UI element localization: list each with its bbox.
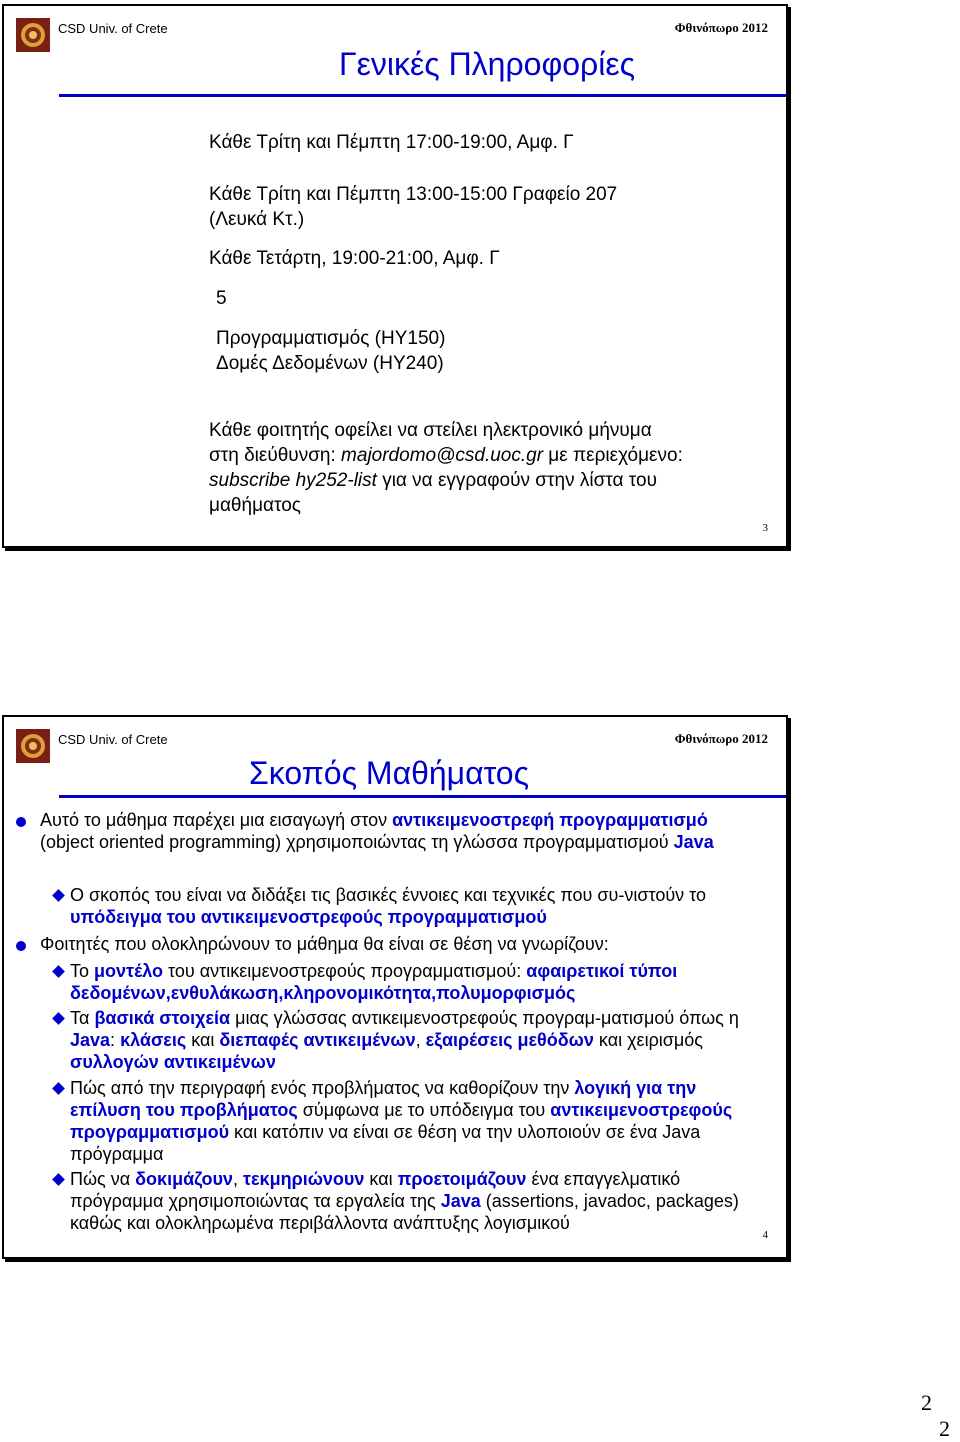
highlight: τεκμηριώνουν (242, 1169, 365, 1189)
sub-bullet-item (54, 884, 769, 928)
university-name: CSD Univ. of Crete (58, 732, 168, 747)
bullet-item (16, 933, 756, 955)
bullet-text (40, 809, 756, 853)
subscribe-command: subscribe hy252-list (209, 470, 377, 491)
bullet-diamond-icon (52, 1173, 65, 1186)
highlight: , (278, 983, 284, 1003)
bullet-text (70, 1168, 769, 1234)
sub-bullet-item (54, 1007, 769, 1073)
slide-general-info (2, 4, 788, 548)
sheet-page-number-footer: 2 (939, 1416, 950, 1441)
highlight: Java (70, 1030, 111, 1050)
highlight: αφαιρετικοί τύποι δεδομένων (70, 961, 678, 1003)
value-line (209, 468, 769, 493)
highlight: κληρονομικότητα (283, 983, 432, 1003)
text: ένα επαγγελματικό πρόγραμμα χρησιμοποιώντας τα εργαλεία της (70, 1169, 681, 1211)
sub-bullet-item (54, 1168, 769, 1234)
row-value: Κάθε Τρίτη και Πέμπτη 17:00-19:00, Αμφ. Γ (209, 132, 574, 153)
row-value: 5 (216, 288, 227, 309)
highlight: συλλογών αντικειμένων (70, 1052, 276, 1072)
text: με περιεχόμενο: (543, 445, 683, 466)
highlight: Java (673, 832, 714, 852)
text: και κατόπιν να είναι σε θέση να την υλοποιούν σε ένα Java πρόγραμμα (70, 1122, 701, 1164)
text: και χειρισμός (593, 1030, 703, 1050)
bullet-text: Φοιτητές που ολοκληρώνουν το μάθημα θα είναι σε θέση να γνωρίζουν: (40, 934, 609, 954)
highlight: διεπαφές αντικειμένων (219, 1030, 416, 1050)
highlight: λογική για την επίλυση του προβλήματος (70, 1078, 697, 1120)
highlight: βασικά στοιχεία (94, 1008, 231, 1028)
text: , (415, 1030, 426, 1050)
bullet-text (70, 1007, 769, 1073)
text: μιας γλώσσας αντικειμενοστρεφούς προγραμ-ματισμού όπως η (230, 1008, 739, 1028)
bullet-diamond-icon (52, 1082, 65, 1095)
bullet-diamond-icon (52, 965, 65, 978)
bullet-item (16, 809, 756, 853)
title-divider (59, 94, 786, 97)
highlight: πολυμορφισμός (436, 983, 576, 1003)
highlight: αντικειμενοστρεφούς προγραμματισμού (70, 1100, 733, 1142)
highlight: Java (440, 1191, 481, 1211)
highlight: , (431, 983, 437, 1003)
slide-title: Σκοπός Μαθήματος (248, 755, 529, 791)
slide-page-number: 4 (762, 1229, 768, 1241)
title-divider (59, 795, 786, 798)
highlight: υπόδειγμα του αντικειμενοστρεφούς προγραμματισμού (70, 907, 547, 927)
highlight: , (165, 983, 171, 1003)
highlight: αντικειμενοστρεφή προγραμματισμό (392, 810, 708, 830)
text: Το (70, 961, 95, 981)
semester-label: Φθινόπωρο 2012 (674, 20, 768, 35)
text: (object oriented programming) χρησιμοποιώντας τη γλώσσα προγραμματισμού (40, 832, 674, 852)
text: και (364, 1169, 398, 1189)
bullet-text (70, 884, 769, 928)
text: , (232, 1169, 243, 1189)
value-line: μαθήματος (209, 495, 301, 516)
text: Πώς από την περιγραφή ενός προβλήματος να καθορίζουν την (70, 1078, 575, 1098)
bullet-diamond-icon (52, 889, 65, 902)
text: Πώς να (70, 1169, 136, 1189)
university-logo-icon (16, 18, 50, 52)
row-value (216, 326, 776, 376)
text: στη διεύθυνση: (209, 445, 342, 466)
value-line: (Λευκά Κτ.) (209, 209, 305, 230)
bullet-dot-icon (16, 817, 26, 827)
bullet-text (70, 960, 769, 1004)
text: του αντικειμενοστρεφούς προγραμματισμού: (163, 961, 527, 981)
bullet-diamond-icon (52, 1012, 65, 1025)
highlight: ενθυλάκωση (170, 983, 279, 1003)
row-value (209, 182, 769, 232)
value-line: Κάθε φοιτητής οφείλει να στείλει ηλεκτρονικό μήνυμα (209, 420, 652, 441)
slide-page-number: 3 (762, 522, 768, 534)
highlight: προετοιμάζουν (397, 1169, 527, 1189)
highlight: μοντέλο (94, 961, 163, 981)
value-line: Κάθε Τρίτη και Πέμπτη 13:00-15:00 Γραφείο 207 (209, 184, 618, 205)
highlight: κλάσεις (120, 1030, 187, 1050)
text: Τα (70, 1008, 95, 1028)
bullet-dot-icon (16, 941, 26, 951)
sheet-page-number: 2 (921, 1390, 932, 1415)
value-line: Δομές Δεδομένων (ΗΥ240) (216, 353, 444, 374)
value-line (209, 443, 769, 468)
row-value: Κάθε Τετάρτη, 19:00-21:00, Αμφ. Γ (209, 248, 500, 269)
text: για να εγγραφούν στην λίστα του (376, 470, 657, 491)
text: Αυτό το μάθημα παρέχει μια εισαγωγή στον (40, 810, 393, 830)
text: (assertions, javadoc, packages) καθώς και ολοκληρωμένα περιβάλλοντα ανάπτυξης λογισμικού (70, 1191, 739, 1233)
highlight: δοκιμάζουν (135, 1169, 233, 1189)
sub-bullet-item (54, 1077, 769, 1165)
value-line: Προγραμματισμός (ΗΥ150) (216, 328, 446, 349)
text: σύμφωνα με το υπόδειγμα του (297, 1100, 551, 1120)
text: Ο σκοπός του είναι να διδάξει τις βασικές έννοιες και τεχνικές που συ-νιστούν το (70, 885, 707, 905)
highlight: εξαιρέσεις μεθόδων (425, 1030, 594, 1050)
slide-course-goal (2, 715, 788, 1259)
row-value (209, 418, 769, 518)
text: : (110, 1030, 121, 1050)
slide-title: Γενικές Πληροφορίες (338, 46, 636, 82)
email-address: majordomo@csd.uoc.gr (341, 445, 544, 466)
bullet-text (70, 1077, 769, 1165)
university-name: CSD Univ. of Crete (58, 21, 168, 36)
sub-bullet-item (54, 960, 769, 1004)
semester-label: Φθινόπωρο 2012 (674, 731, 768, 746)
text: και (186, 1030, 220, 1050)
